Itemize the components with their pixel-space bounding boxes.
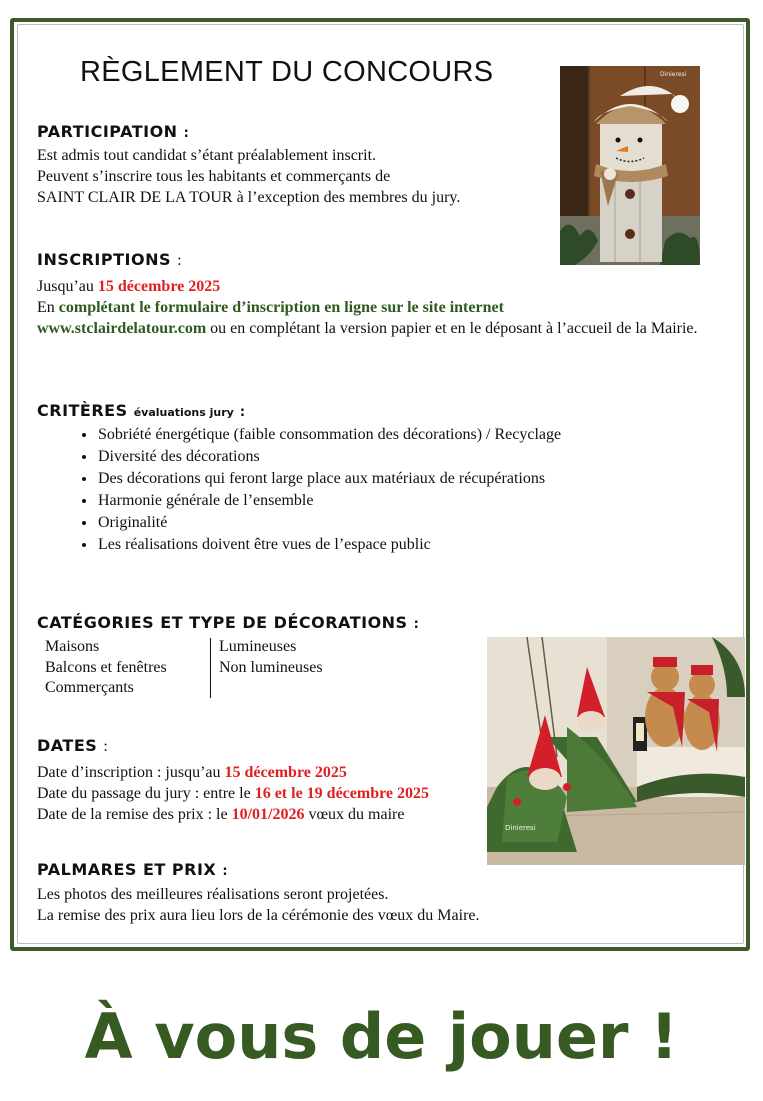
inscriptions-website-line [37, 318, 727, 339]
inscriptions-text [37, 276, 727, 339]
inscriptions-form-line [37, 297, 727, 318]
criteres-heading-text: CRITÈRES [37, 401, 128, 420]
criteres-colon: : [239, 405, 246, 420]
dates-l2-prefix: Date du passage du jury : entre le [37, 785, 255, 802]
inscriptions-form-text: complétant le formulaire d’inscription en ligne sur le site internet [58, 299, 504, 316]
category-item: Balcons et fenêtres [45, 658, 167, 676]
photo-watermark: Dinieresi [660, 71, 687, 78]
dates-line-1 [37, 762, 429, 783]
inscriptions-date-prefix: Jusqu’au [37, 278, 98, 295]
participation-heading-text: PARTICIPATION [37, 122, 178, 141]
list-item: • Sobriété énergétique (faible consommation des décorations) / Recyclage [97, 424, 561, 446]
dates-colon: : [103, 738, 109, 755]
categories-heading [37, 613, 419, 632]
participation-line-1: Est admis tout candidat s’étant préalablement inscrit. [37, 147, 377, 164]
dates-line-2 [37, 783, 429, 804]
categories-colon: : [413, 617, 420, 632]
category-item: Lumineuses [219, 638, 297, 655]
palmares-heading [37, 860, 228, 879]
jury-date: 16 et le 19 décembre 2025 [254, 785, 430, 802]
category-item: Maisons [45, 638, 100, 655]
palmares-line-2: La remise des prix aura lieu lors de la cérémonie des vœux du Maire. [37, 907, 480, 924]
participation-line-3: SAINT CLAIR DE LA TOUR à l’exception des membres du jury. [37, 189, 461, 206]
dates-l3-suffix: vœux du maire [304, 806, 405, 823]
snowman-photo [560, 66, 700, 265]
category-item: Commerçants [45, 679, 134, 696]
page-title: RÈGLEMENT DU CONCOURS [80, 56, 494, 88]
inscriptions-heading-text: INSCRIPTIONS [37, 250, 171, 269]
inscriptions-heading [37, 250, 182, 270]
list-item: • Des décorations qui feront large place aux matériaux de récupérations [97, 468, 561, 490]
participation-colon: : [183, 126, 190, 141]
list-item: • Originalité [97, 512, 561, 534]
palmares-heading-text: PALMARES ET PRIX [37, 860, 217, 879]
palmares-text [37, 884, 480, 926]
dates-text [37, 762, 429, 825]
snowman-illustration [560, 66, 700, 265]
palmares-line-1: Les photos des meilleures réalisations seront projetées. [37, 886, 389, 903]
categories-right-column [219, 637, 323, 678]
participation-heading [37, 122, 189, 141]
list-item: • Harmonie générale de l’ensemble [97, 490, 561, 512]
website-link[interactable]: www.stclairdelatour.com [37, 320, 207, 337]
dates-heading-text: DATES [37, 736, 98, 755]
call-to-action: À vous de jouer ! [84, 1000, 679, 1073]
criteres-list [37, 424, 561, 556]
category-item: Non lumineuses [219, 658, 323, 676]
palmares-colon: : [222, 864, 229, 879]
categories-divider [210, 638, 211, 698]
criteres-subheading: évaluations jury [133, 406, 234, 419]
gnomes-photo [487, 637, 745, 865]
gnomes-illustration [487, 637, 745, 865]
participation-line-2: Peuvent s’inscrire tous les habitants et commerçants de [37, 168, 391, 185]
criteres-heading [37, 401, 246, 420]
dates-line-3 [37, 804, 429, 825]
dates-l3-prefix: Date de la remise des prix : le [37, 806, 232, 823]
inscriptions-form-prefix: En [37, 299, 59, 316]
participation-text [37, 145, 460, 208]
inscriptions-date-line [37, 276, 727, 297]
inscriptions-colon: : [177, 252, 183, 269]
dates-l1-prefix: Date d’inscription : jusqu’au [37, 764, 225, 781]
list-item: • Diversité des décorations [97, 446, 561, 468]
inscription-date: 15 décembre 2025 [224, 764, 347, 781]
inscriptions-website-rest: ou en complétant la version papier et en le déposant à l’accueil de la Mairie. [206, 320, 698, 337]
list-item: • Les réalisations doivent être vues de l’espace public [97, 534, 561, 556]
categories-left-column [45, 637, 167, 699]
categories-heading-text: CATÉGORIES ET TYPE DE DÉCORATIONS [37, 613, 408, 632]
award-date: 10/01/2026 [231, 806, 305, 823]
inscriptions-date: 15 décembre 2025 [97, 278, 221, 295]
dates-heading [37, 736, 108, 756]
photo-watermark: Dinieresi [505, 824, 536, 832]
